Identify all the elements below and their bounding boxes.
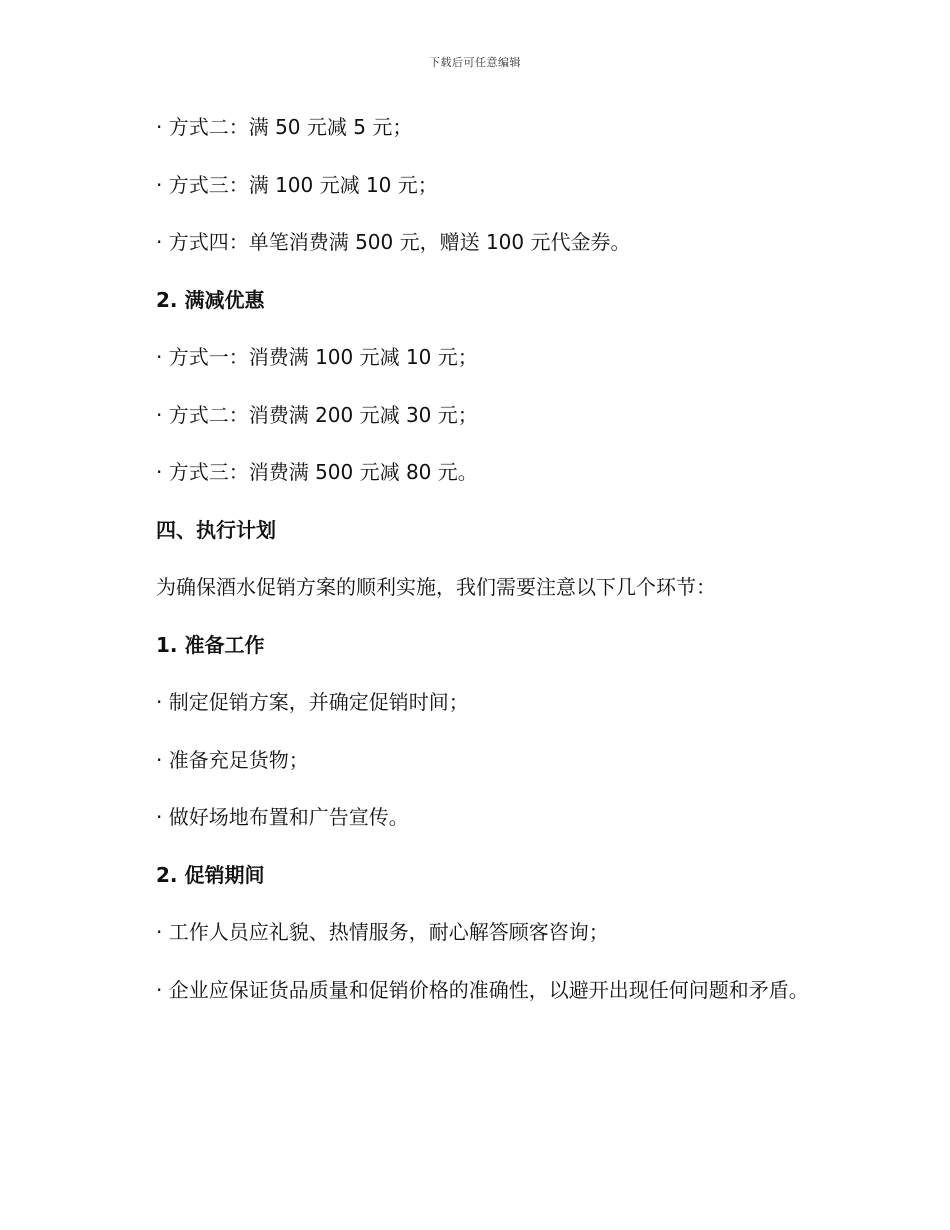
bullet-item: · 制定促销方案，并确定促销时间；	[156, 690, 469, 714]
bullet-item: · 方式三：满 100 元减 10 元；	[156, 173, 438, 197]
bullet-item: · 方式二：消费满 200 元减 30 元；	[156, 403, 478, 427]
bullet-item: · 方式四：单笔消费满 500 元，赠送 100 元代金券。	[156, 230, 631, 254]
page-header: 下载后可任意编辑	[429, 56, 521, 69]
bullet-item: · 工作人员应礼貌、热情服务，耐心解答顾客咨询；	[156, 920, 609, 944]
bullet-item: · 准备充足货物；	[156, 748, 309, 772]
bullet-item: · 方式三：消费满 500 元减 80 元。	[156, 460, 478, 484]
wrapped-paragraph: · 企业应保证货品质量和促销价格的准确性，以避开出现任何问题和矛盾。	[156, 978, 809, 1002]
section-heading: 1. 准备工作	[156, 633, 265, 657]
section-heading: 2. 满减优惠	[156, 288, 265, 312]
section-heading: 四、执行计划	[156, 518, 276, 542]
body-text: 为确保酒水促销方案的顺利实施，我们需要注意以下几个环节：	[156, 575, 716, 599]
bullet-item: · 方式二：满 50 元减 5 元；	[156, 115, 413, 139]
bullet-item: · 方式一：消费满 100 元减 10 元；	[156, 345, 478, 369]
section-heading: 2. 促销期间	[156, 863, 265, 887]
bullet-item: · 做好场地布置和广告宣传。	[156, 805, 409, 829]
